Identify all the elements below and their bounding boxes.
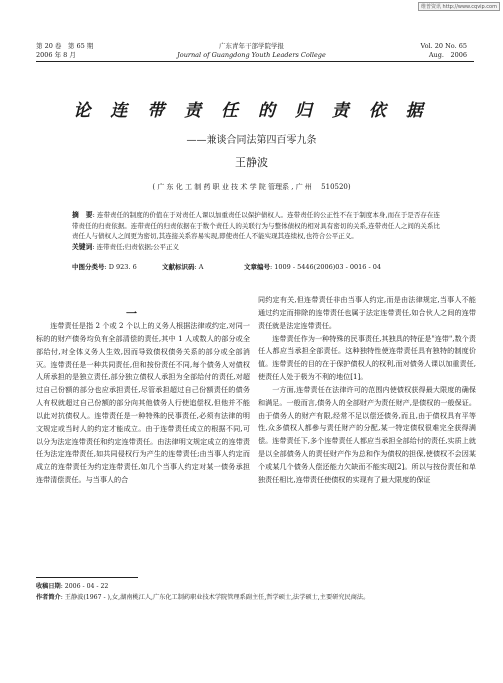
header-rule bbox=[36, 61, 474, 62]
journal-name: 广东青年干部学院学报 bbox=[219, 42, 284, 50]
journal-date-en: Aug. 2006 bbox=[428, 51, 467, 59]
document-code: 文献标识码: A bbox=[162, 263, 204, 271]
body-paragraph: 连带责任作为一种特殊的民事责任,其独具的特征是"连带",数个责任人都应当承担全部责任。这种独特性使连带责任具有独特的制度价值。连带责任的目的在于保护债权人的权利,而对债务人课以加重责任,使责任人处于极为不利的地位[1]。 bbox=[258, 333, 476, 382]
abstract bbox=[72, 210, 440, 252]
abstract-text: : 连带责任的制度的价值在于对责任人课以加重责任以保护债权人。连带责任的公正性不在于制度本身,而在于是否存在连带责任的归责依据。连带责任的归责依据在于数个责任人的关联行为与整体债权的相对具有密切的关系,连带责任人之间的关系比责任人与债权人之间更为密切,其连接关系容易实现,即使责任人不能实现其连续权,也符合公平正义。 bbox=[72, 211, 441, 240]
left-column bbox=[36, 320, 250, 487]
journal-name-en: Journal of Guangdong Youth Leaders College bbox=[177, 51, 326, 59]
article-author: 王静波 bbox=[235, 156, 268, 169]
article-id: 文章编号: 1009 - 5446(2006)03 - 0016 - 04 bbox=[244, 263, 382, 271]
journal-date: 2006 年 8 月 bbox=[36, 51, 76, 59]
article-title: 论 连 带 责 任 的 归 责 依 据 bbox=[73, 101, 430, 121]
keywords-label: 关键词 bbox=[72, 242, 93, 251]
received-date: 收稿日期: 2006 - 04 - 22 bbox=[36, 583, 109, 590]
clc-number: 中图分类号: D 923. 6 bbox=[72, 263, 137, 271]
watermark-label: 维普资讯 http://www.cqvip.com bbox=[418, 2, 500, 11]
section-heading: 一 bbox=[126, 307, 137, 320]
footnote-rule bbox=[36, 577, 138, 578]
body-paragraph: 同约定有关,但连带责任非由当事人约定,而是由法律规定,当事人不能通过约定而排除的连带责任也属于法定连带责任,如合伙人之间的连带责任就是法定连带责任。 bbox=[258, 295, 476, 330]
body-paragraph: 一方面,连带责任在法律许可的范围内使债权获得最大限度的确保和满足。一般而言,债务人的全部财产为责任财产,是债权的一般保证。由于债务人的财产有限,经常不足以偿还债务,而且,由于债权具有平等性,众多债权人都參与责任财产的分配,某一特定债权很难完全获得满偿。连带责任下,多个连带责任人都应当承担全部给付的责任,实质上就是以全部债务人的责任财产作为总和作为债权的担保,使债权不会因某个或某几个债务人偿还能力欠缺而不能实现[2]。所以与按份责任和单独责任相比,连带责任使债权的实现有了最大限度的保证 bbox=[258, 384, 476, 484]
keywords-text: : 连带责任;归责依据;公平正义 bbox=[92, 242, 180, 251]
author-affiliation: ( 广 东 化 工 制 药 职 业 技 术 学 院 管理系 , 广 州 510520) bbox=[152, 183, 351, 191]
journal-vol-en: Vol. 20 No. 65 bbox=[420, 42, 467, 50]
abstract-label: 摘 要 bbox=[72, 211, 93, 219]
footnote bbox=[36, 582, 476, 603]
article-subtitle: ——兼谈合同法第四百零九条 bbox=[186, 135, 317, 146]
right-column bbox=[258, 294, 476, 487]
journal-volume: 第 20 卷 第 65 期 bbox=[36, 42, 94, 50]
author-bio: 作者简介: 王静波(1967 - ),女,湖南桃江人,广东化工制药职业技术学院管理系副主任,哲学硕士,法学硕士,主要研究民商法。 bbox=[36, 593, 370, 601]
body-paragraph: 连带责任是指 2 个或 2 个以上的义务人根据法律或约定,对同一标的的财产债务均负有全部清偿的责任,其中 1 人或数人的部分或全部给付,对全体义务人生效,因而导致债权债务关系的部分或全部消灭。连带责任是一种共同责任,但和按份责任不同,每个债务人对债权人所承担的是独立责任,部分独立债权人承担为全部给付的责任,对超过自己份额的部分也应承担责任,尽管承担超过自己份额责任的债务人有权就超过自己份额的部分向其他债务人行使追偿权,但他并不能以此对抗债权人。连带责任是一种特殊的民事责任,必须有法律的明文规定或当时人的约定才能成立。由于连带责任成立的根据不同,可以分为法定连带责任和约定连带责任。由法律明文规定成立的连带责任为法定连带责任,如共同侵权行为产生的连带责任;由当事人约定而成立的连带责任为约定连带责任,如几个当事人约定对某一债务承担连带清偿责任。与当事人的合 bbox=[36, 321, 250, 485]
